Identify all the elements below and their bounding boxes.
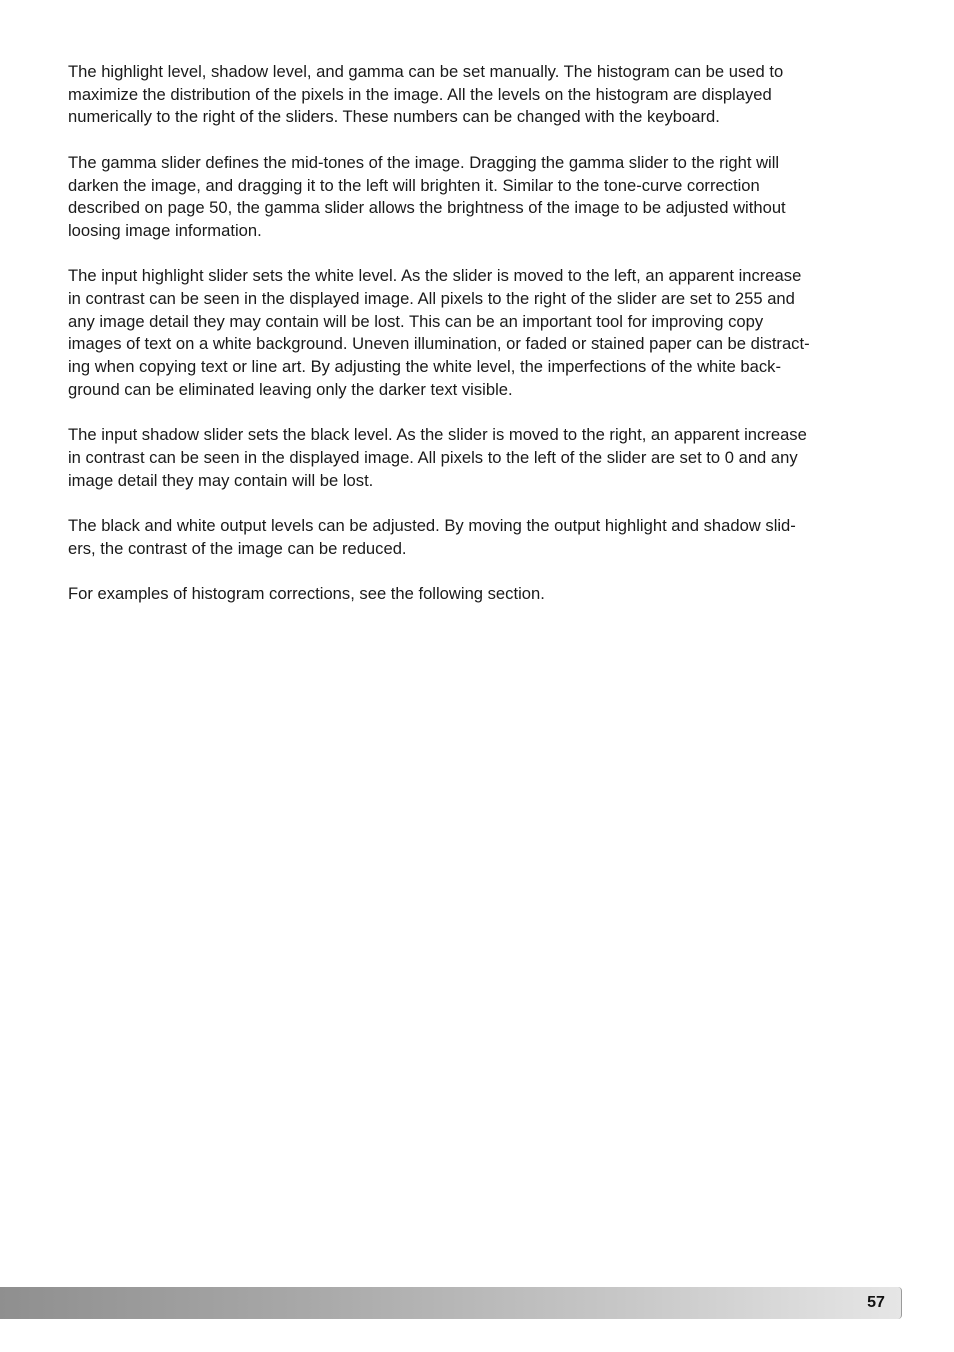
- footer-gradient-bar: [0, 1287, 902, 1319]
- paragraph-see-following-section: For examples of histogram corrections, see the following section.: [68, 584, 545, 604]
- paragraph-input-highlight-slider: The input highlight slider sets the white level. As the slider is moved to the left, an apparent increase in contrast can be seen in the displayed image. All pixels to the right of the slider are set to 255 and any image detail they may contain will be lost. This can be an important tool for improving copy images of text on a white background. Uneven illumination, or faded or stained paper can be distract- ing when copying text or line art. By adjusting the white level, the imperfections of the white back- ground can be eliminated leaving only the darker text visible.: [68, 266, 810, 399]
- paragraph-output-levels: The black and white output levels can be adjusted. By moving the output highlight and shadow slid- ers, the contrast of the image can be reduced.: [68, 516, 796, 558]
- page-number: 57: [867, 1294, 885, 1311]
- body-text: [68, 61, 898, 628]
- paragraph-levels-overview: The highlight level, shadow level, and gamma can be set manually. The histogram can be used to maximize the distribution of the pixels in the image. All the levels on the histogram are displayed numerically to the right of the sliders. These numbers can be changed with the keyboard.: [68, 62, 784, 127]
- paragraph-gamma-slider: The gamma slider defines the mid-tones of the image. Dragging the gamma slider to the right will darken the image, and dragging it to the left will brighten it. Similar to the tone-curve correction described on page 50, the gamma slider allows the brightness of the image to be adjusted without loosing image information.: [68, 152, 786, 240]
- paragraph-input-shadow-slider: The input shadow slider sets the black level. As the slider is moved to the right, an apparent increase in contrast can be seen in the displayed image. All pixels to the left of the slider are set to 0 and any image detail they may contain will be lost.: [68, 425, 807, 490]
